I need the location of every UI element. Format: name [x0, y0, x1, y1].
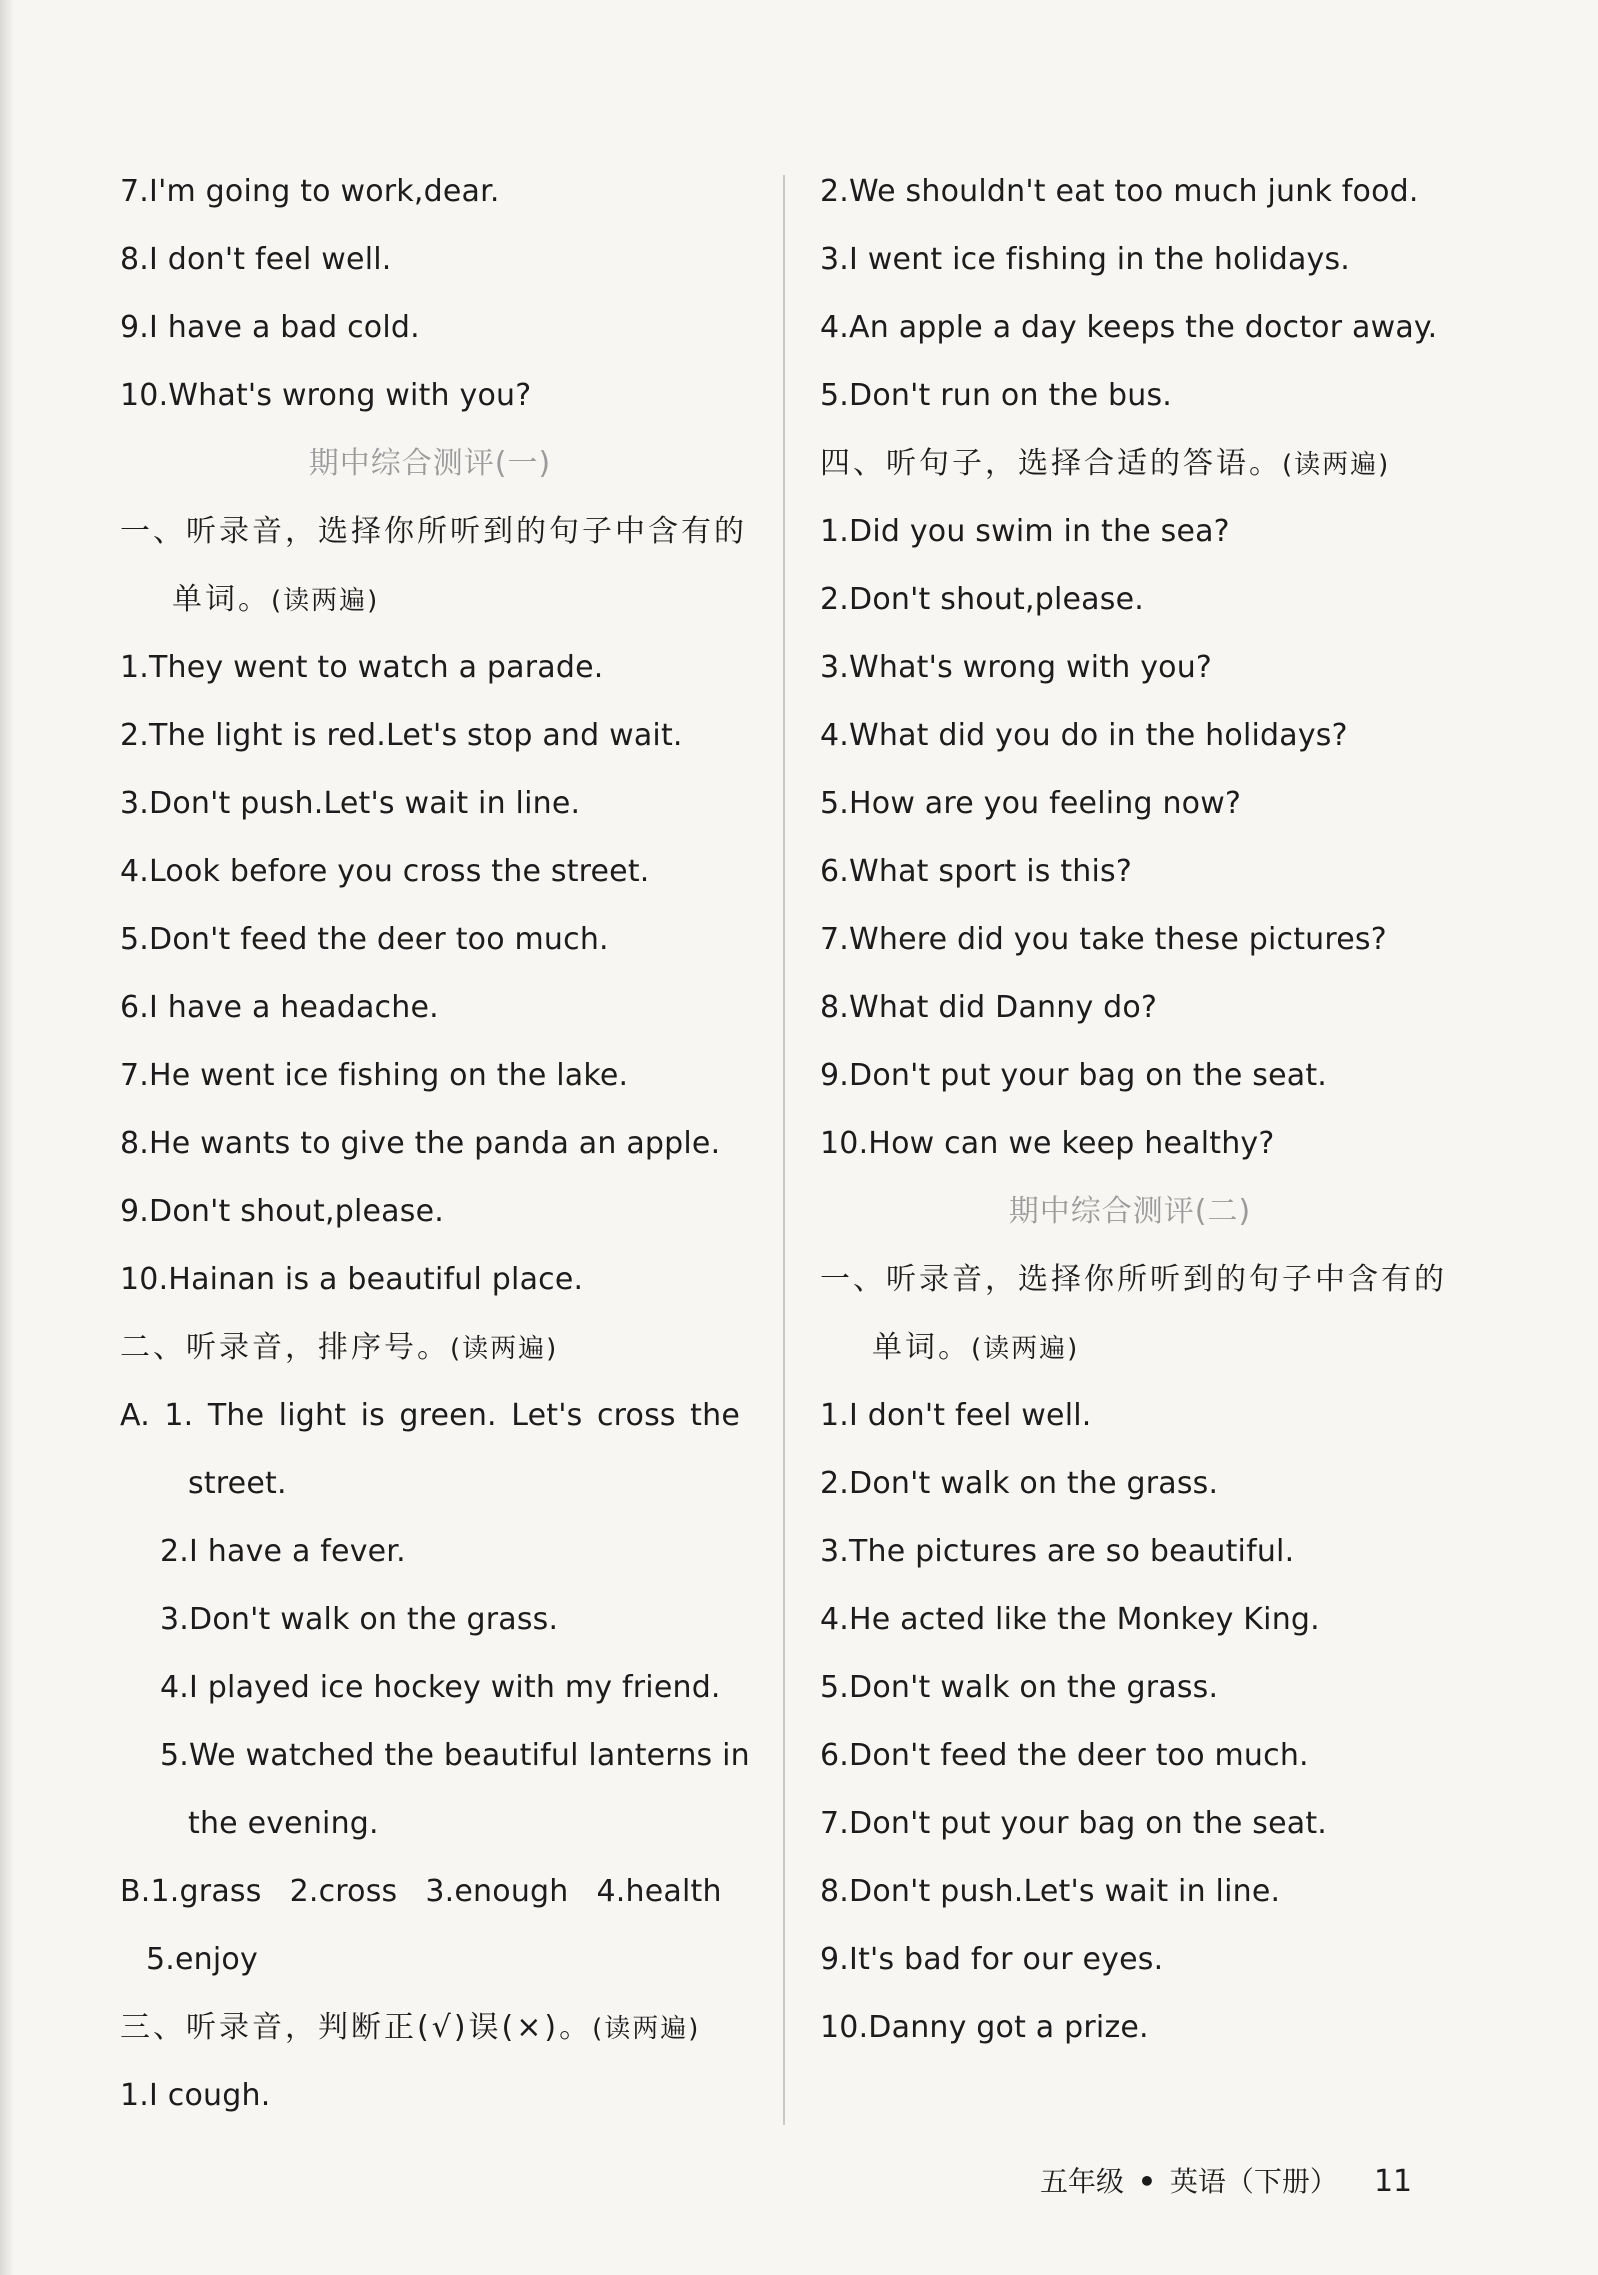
s2-part1-item: 9.It's bad for our eyes.	[820, 1942, 1164, 1977]
column-divider	[783, 175, 785, 2125]
footer-grade: 五年级	[1040, 2165, 1125, 2198]
part3-heading-text: 三、听录音，判断正(√)误(×)。	[120, 2010, 593, 2045]
part4-item: 10.How can we keep healthy?	[820, 1126, 1275, 1161]
s2-part1-item: 3.The pictures are so beautiful.	[820, 1534, 1295, 1569]
answer-line: 3.I went ice fishing in the holidays.	[820, 242, 1351, 277]
part4-heading	[820, 430, 1470, 498]
part1-heading-continued	[120, 566, 760, 634]
s2-part1-item: 6.Don't feed the deer too much.	[820, 1738, 1309, 1773]
part4-item: 2.Don't shout,please.	[820, 582, 1144, 617]
right-column	[820, 158, 1470, 2062]
part2-b-cont: 5.enjoy	[146, 1942, 258, 1977]
part2-b-row	[120, 1858, 760, 1926]
part4-item: 3.What's wrong with you?	[820, 650, 1213, 685]
part2-a-first: A. 1. The light is green. Let's cross the	[120, 1398, 740, 1433]
part1-note: (读两遍)	[271, 586, 380, 616]
s2-part1-item: 1.I don't feel well.	[820, 1398, 1092, 1433]
answer-line: 8.I don't feel well.	[120, 242, 392, 277]
part2-a-item: 3.Don't walk on the grass.	[160, 1602, 559, 1637]
part1-item: 7.He went ice fishing on the lake.	[120, 1058, 629, 1093]
part2-a-item: 5.We watched the beautiful lanterns in	[160, 1738, 750, 1773]
part2-heading	[120, 1314, 760, 1382]
part1-item: 10.Hainan is a beautiful place.	[120, 1262, 584, 1297]
s2-part1-item: 2.Don't walk on the grass.	[820, 1466, 1219, 1501]
part4-item: 6.What sport is this?	[820, 854, 1133, 889]
part3-note: (读两遍)	[592, 2014, 701, 2044]
page-number: 11	[1373, 2164, 1413, 2199]
section-title-midterm-2: 期中综合测评(二)	[1008, 1194, 1252, 1229]
s2-part1-item: 5.Don't walk on the grass.	[820, 1670, 1219, 1705]
s2-part1-note: (读两遍)	[971, 1334, 1080, 1364]
part2-a-last-cont: the evening.	[188, 1806, 379, 1841]
part1-item: 9.Don't shout,please.	[120, 1194, 444, 1229]
left-column	[120, 158, 760, 2130]
page-edge-shadow	[0, 0, 14, 2275]
s2-part1-item: 10.Danny got a prize.	[820, 2010, 1149, 2045]
s2-part1-heading-cont-text: 单词。	[872, 1330, 971, 1365]
answer-line: 4.An apple a day keeps the doctor away.	[820, 310, 1438, 345]
s2-part1-item: 7.Don't put your bag on the seat.	[820, 1806, 1328, 1841]
part1-item: 6.I have a headache.	[120, 990, 439, 1025]
footer-subject: 英语（下册）	[1169, 2165, 1338, 2198]
s2-part1-heading-continued	[820, 1314, 1470, 1382]
footer-separator: •	[1138, 2165, 1156, 2198]
part2-a-item: 4.I played ice hockey with my friend.	[160, 1670, 721, 1705]
part4-item: 8.What did Danny do?	[820, 990, 1158, 1025]
part1-item: 5.Don't feed the deer too much.	[120, 922, 609, 957]
part4-item: 7.Where did you take these pictures?	[820, 922, 1387, 957]
answer-line: 2.We shouldn't eat too much junk food.	[820, 174, 1419, 209]
part1-heading-cont-text: 单词。	[172, 582, 271, 617]
part1-item: 3.Don't push.Let's wait in line.	[120, 786, 581, 821]
part2-note: (读两遍)	[450, 1334, 559, 1364]
part1-item: 1.They went to watch a parade.	[120, 650, 604, 685]
part2-b-word: B.1.grass	[120, 1874, 262, 1909]
page-footer	[1040, 2152, 1412, 2212]
part2-heading-text: 二、听录音，排序号。	[120, 1330, 450, 1365]
part2-b-word: 2.cross	[289, 1874, 398, 1909]
part4-item: 9.Don't put your bag on the seat.	[820, 1058, 1328, 1093]
s2-part1-item: 8.Don't push.Let's wait in line.	[820, 1874, 1281, 1909]
answer-line: 7.I'm going to work,dear.	[120, 174, 500, 209]
part1-heading: 一、听录音，选择你所听到的句子中含有的	[120, 514, 747, 549]
part1-item: 8.He wants to give the panda an apple.	[120, 1126, 721, 1161]
s2-part1-heading: 一、听录音，选择你所听到的句子中含有的	[820, 1262, 1447, 1297]
part3-item: 1.I cough.	[120, 2078, 271, 2113]
part3-heading	[120, 1994, 760, 2062]
answer-line: 9.I have a bad cold.	[120, 310, 420, 345]
section-title-midterm-1: 期中综合测评(一)	[308, 446, 552, 481]
answer-line: 10.What's wrong with you?	[120, 378, 532, 413]
answer-line: 5.Don't run on the bus.	[820, 378, 1173, 413]
s2-part1-item: 4.He acted like the Monkey King.	[820, 1602, 1320, 1637]
part1-item: 4.Look before you cross the street.	[120, 854, 650, 889]
part1-item: 2.The light is red.Let's stop and wait.	[120, 718, 683, 753]
part4-item: 4.What did you do in the holidays?	[820, 718, 1348, 753]
part2-a-first-cont: street.	[188, 1466, 287, 1501]
part4-item: 5.How are you feeling now?	[820, 786, 1242, 821]
part4-heading-text: 四、听句子，选择合适的答语。	[820, 446, 1282, 481]
part2-b-word: 3.enough	[425, 1874, 569, 1909]
part4-note: (读两遍)	[1282, 450, 1391, 480]
part2-a-item: 2.I have a fever.	[160, 1534, 406, 1569]
part2-b-word: 4.health	[596, 1874, 722, 1909]
part4-item: 1.Did you swim in the sea?	[820, 514, 1230, 549]
